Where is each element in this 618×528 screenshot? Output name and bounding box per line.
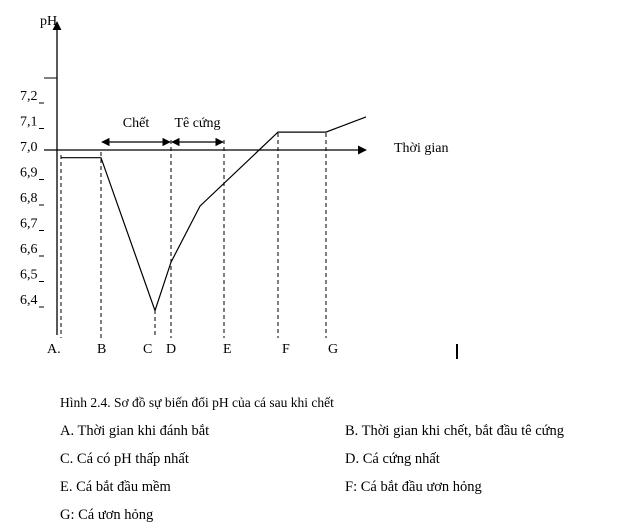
text-cursor-mark [456,344,458,359]
legend-a: A. Thời gian khi đánh bắt [60,423,210,439]
y-tick-label: 6,9 [20,165,38,181]
x-marker-label: B [97,342,107,357]
phase-label: Chết [122,116,150,131]
x-marker-label: D [166,342,177,357]
y-tick-label: 7,1 [20,114,38,130]
x-marker-label: F [282,342,290,357]
x-marker-label: C [143,342,153,357]
x-marker-label: E [223,342,232,357]
y-tick-label: 7,2 [20,89,38,104]
legend-f: F: Cá bắt đầu ươn hỏng [345,479,482,495]
legend-b: B. Thời gian khi chết, bắt đầu tê cứng [345,423,565,439]
y-tick-label: 6,8 [20,191,38,206]
y-tick-label: 6,6 [20,242,38,257]
x-axis-label: Thời gian [394,141,449,156]
x-marker-label: G [328,342,339,357]
legend-d: D. Cá cứng nhất [345,451,440,467]
y-tick-label: 6,5 [20,267,38,283]
y-tick-label: 6,7 [20,216,38,232]
phase-label: Tê cứng [174,116,221,131]
y-tick-label: 7,0 [20,140,38,155]
legend-e: E. Cá bắt đầu mềm [60,479,171,495]
ph-series-line [61,117,366,311]
y-axis-label: pH [40,14,58,29]
figure-caption: Hình 2.4. Sơ đồ sự biến đổi pH của cá sau khi chết [60,395,334,410]
x-marker-label: A. [47,342,61,357]
y-tick-label: 6,4 [20,293,38,308]
legend-g: G: Cá ươn hỏng [60,507,154,523]
legend-c: C. Cá có pH thấp nhất [60,451,189,467]
